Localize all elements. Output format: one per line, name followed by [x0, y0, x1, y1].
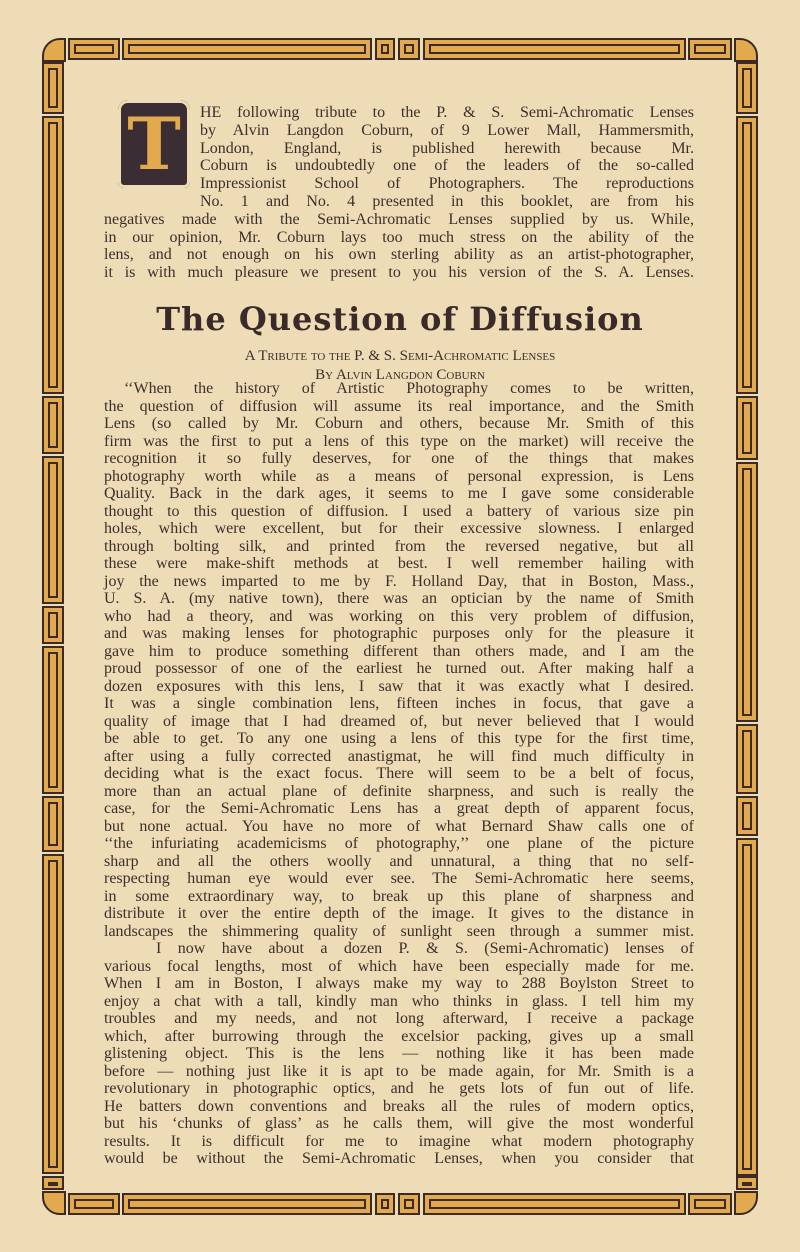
text-line: No. 1 and No. 4 presented in this booklet, are from his [200, 192, 694, 210]
border-segment [736, 724, 758, 794]
text-line: deciding what is the exact focus. There will seem to be a belt of focus, [104, 765, 694, 782]
text-line: holes, which were excellent, but for their excessive slowness. I enlarged [104, 520, 694, 537]
border-segment [736, 396, 758, 460]
text-line: It was a single combination lens, fifteen inches in focus, that gave a [104, 695, 694, 712]
border-corner [42, 38, 66, 62]
text-line: quality of image that I had dreamed of, but never believed that I would [104, 712, 694, 730]
text-line: revolutionary in photographic optics, and he gets lots of fun out of life. [104, 1080, 694, 1097]
border-corner [734, 38, 758, 62]
border-segment [375, 38, 395, 60]
text-line: London, England, is published herewith because Mr. [200, 139, 694, 157]
border-segment [42, 396, 64, 454]
border-segment [736, 838, 758, 1176]
text-line: Lens (so called by Mr. Coburn and others, because Mr. Smith of this [104, 415, 694, 432]
text-line: Impressionist School of Photographers. The reproductions [200, 175, 694, 193]
border-corner [42, 1191, 66, 1215]
text-line: ‘‘When the history of Artistic Photography comes to be written, [124, 380, 694, 397]
border-segment [736, 1176, 758, 1190]
text-line: firm was the first to put a lens of this type on the market) will receive the [104, 432, 694, 450]
text-line: these were make-shift methods at best. I well remember hailing with [104, 555, 694, 572]
text-line: results. It is difficult for me to imagine what modern photography [104, 1132, 694, 1150]
border-segment [736, 796, 758, 836]
text-line: distribute it over the entire depth of the image. It gives to the distance in [104, 905, 694, 922]
text-line: lens, and not enough on his own sterling ability as an artist-photographer, [104, 246, 694, 264]
text-line: respecting human eye would ever see. The Semi-Achromatic here seems, [104, 870, 694, 887]
intro-paragraph [104, 101, 694, 282]
border-segment [423, 1193, 686, 1215]
border-segment [688, 1193, 732, 1215]
text-line: but his ‘chunks of glass’ as he calls them, will give the most wonderful [104, 1115, 694, 1132]
text-line: by Alvin Langdon Coburn, of 9 Lower Mall, Hammersmith, [200, 121, 694, 139]
border-segment [42, 1176, 64, 1190]
text-line: sharp and all the others woolly and unnatural, a thing that no self- [104, 852, 694, 870]
border-segment [42, 62, 64, 114]
text-line: recognition it so fully deserves, for one of the things that makes [104, 450, 694, 467]
text-line: negatives made with the Semi-Achromatic Lenses supplied by us. While, [104, 210, 694, 228]
text-line: be able to get. To any one using a lens of this type for the first time, [104, 730, 694, 747]
text-line: in our opinion, Mr. Coburn lays too much stress on the ability of the [104, 228, 694, 246]
border-segment [42, 606, 64, 644]
text-line: but none actual. You have no more of what Bernard Shaw calls one of [104, 817, 694, 835]
border-segment [42, 796, 64, 852]
text-line: HE following tribute to the P. & S. Semi-Achromatic Lenses [200, 104, 694, 121]
border-segment [375, 1193, 395, 1215]
text-line: thought to this question of diffusion. I used a battery of various size pin [104, 502, 694, 520]
border-segment [68, 38, 120, 60]
text-line: through bolting silk, and printed from the reversed negative, but all [104, 537, 694, 555]
text-line: When I am in Boston, I always make my way to 288 Boylston Street to [104, 975, 694, 992]
article-body [104, 380, 694, 1168]
border-segment [68, 1193, 120, 1215]
text-line: would be without the Semi-Achromatic Lenses, when you consider that [104, 1150, 694, 1167]
border-segment [688, 38, 732, 60]
border-segment [42, 646, 64, 794]
border-corner [734, 1191, 758, 1215]
text-line: glistening object. This is the lens — nothing like it has been made [104, 1045, 694, 1062]
text-line: before — nothing just like it is apt to be made again, for Mr. Smith is a [104, 1062, 694, 1080]
text-line: Coburn is undoubtedly one of the leaders of the so-called [200, 157, 694, 175]
text-line: in some extraordinary way, to break up this plane of sharpness and [104, 887, 694, 905]
border-segment [122, 1193, 372, 1215]
text-line: ‘‘the infuriating academicisms of photography,’’ one plane of the picture [104, 835, 694, 852]
text-line: He batters down conventions and breaks all the rules of modern optics, [104, 1097, 694, 1115]
text-line: Quality. Back in the dark ages, it seems to me I gave some considerable [104, 485, 694, 502]
border-segment [423, 38, 686, 60]
text-line: various focal lengths, most of which have been especially made for me. [104, 957, 694, 975]
text-line: which, after burrowing through the excelsior packing, gives up a small [104, 1027, 694, 1045]
text-line: it is with much pleasure we present to you his version of the S. A. Lenses. [104, 264, 694, 282]
border-segment [736, 62, 758, 114]
text-line: proud possessor of one of the earliest he turned out. After making half a [104, 660, 694, 677]
text-line: I now have about a dozen P. & S. (Semi-Achromatic) lenses of [156, 940, 694, 957]
text-line: photography worth while as a means of personal expression, is Lens [104, 467, 694, 485]
text-line: joy the news imparted to me by F. Holland Day, that in Boston, Mass., [104, 572, 694, 590]
article-subtitle: A Tribute to the P. & S. Semi-Achromatic Lenses [244, 348, 556, 364]
text-line: the question of diffusion will assume its real importance, and the Smith [104, 397, 694, 415]
text-line: after using a fully corrected anastigmat, he will find much difficulty in [104, 747, 694, 765]
border-segment [736, 462, 758, 722]
text-line: enjoy a chat with a tall, kindly man who thinks in glass. I tell him my [104, 992, 694, 1010]
text-line: case, for the Semi-Achromatic Lens has a great depth of apparent focus, [104, 800, 694, 817]
article-byline: By Alvin Langdon Coburn [315, 367, 485, 383]
text-line: troubles and my needs, and not long afterward, I receive a package [104, 1010, 694, 1027]
article-title: The Question of Diffusion [156, 300, 644, 338]
text-line: gave him to produce something different than others made, and I am the [104, 642, 694, 660]
text-line: dozen exposures with this lens, I saw that it was exactly what I desired. [104, 677, 694, 695]
text-line: more than an actual plane of definite sharpness, and such is really the [104, 782, 694, 800]
border-segment [398, 1193, 420, 1215]
border-segment [398, 38, 420, 60]
drop-cap-letter: T [127, 101, 181, 186]
border-segment [42, 456, 64, 604]
text-line: who had a theory, and was working on this very problem of diffusion, [104, 607, 694, 625]
text-line: and was making lenses for photographic purposes only for the pleasure it [104, 625, 694, 642]
border-segment [42, 854, 64, 1174]
border-segment [122, 38, 372, 60]
text-line: U. S. A. (my native town), there was an optician by the name of Smith [104, 590, 694, 607]
text-line: landscapes the shimmering quality of sunlight seen through a summer mist. [104, 922, 694, 940]
